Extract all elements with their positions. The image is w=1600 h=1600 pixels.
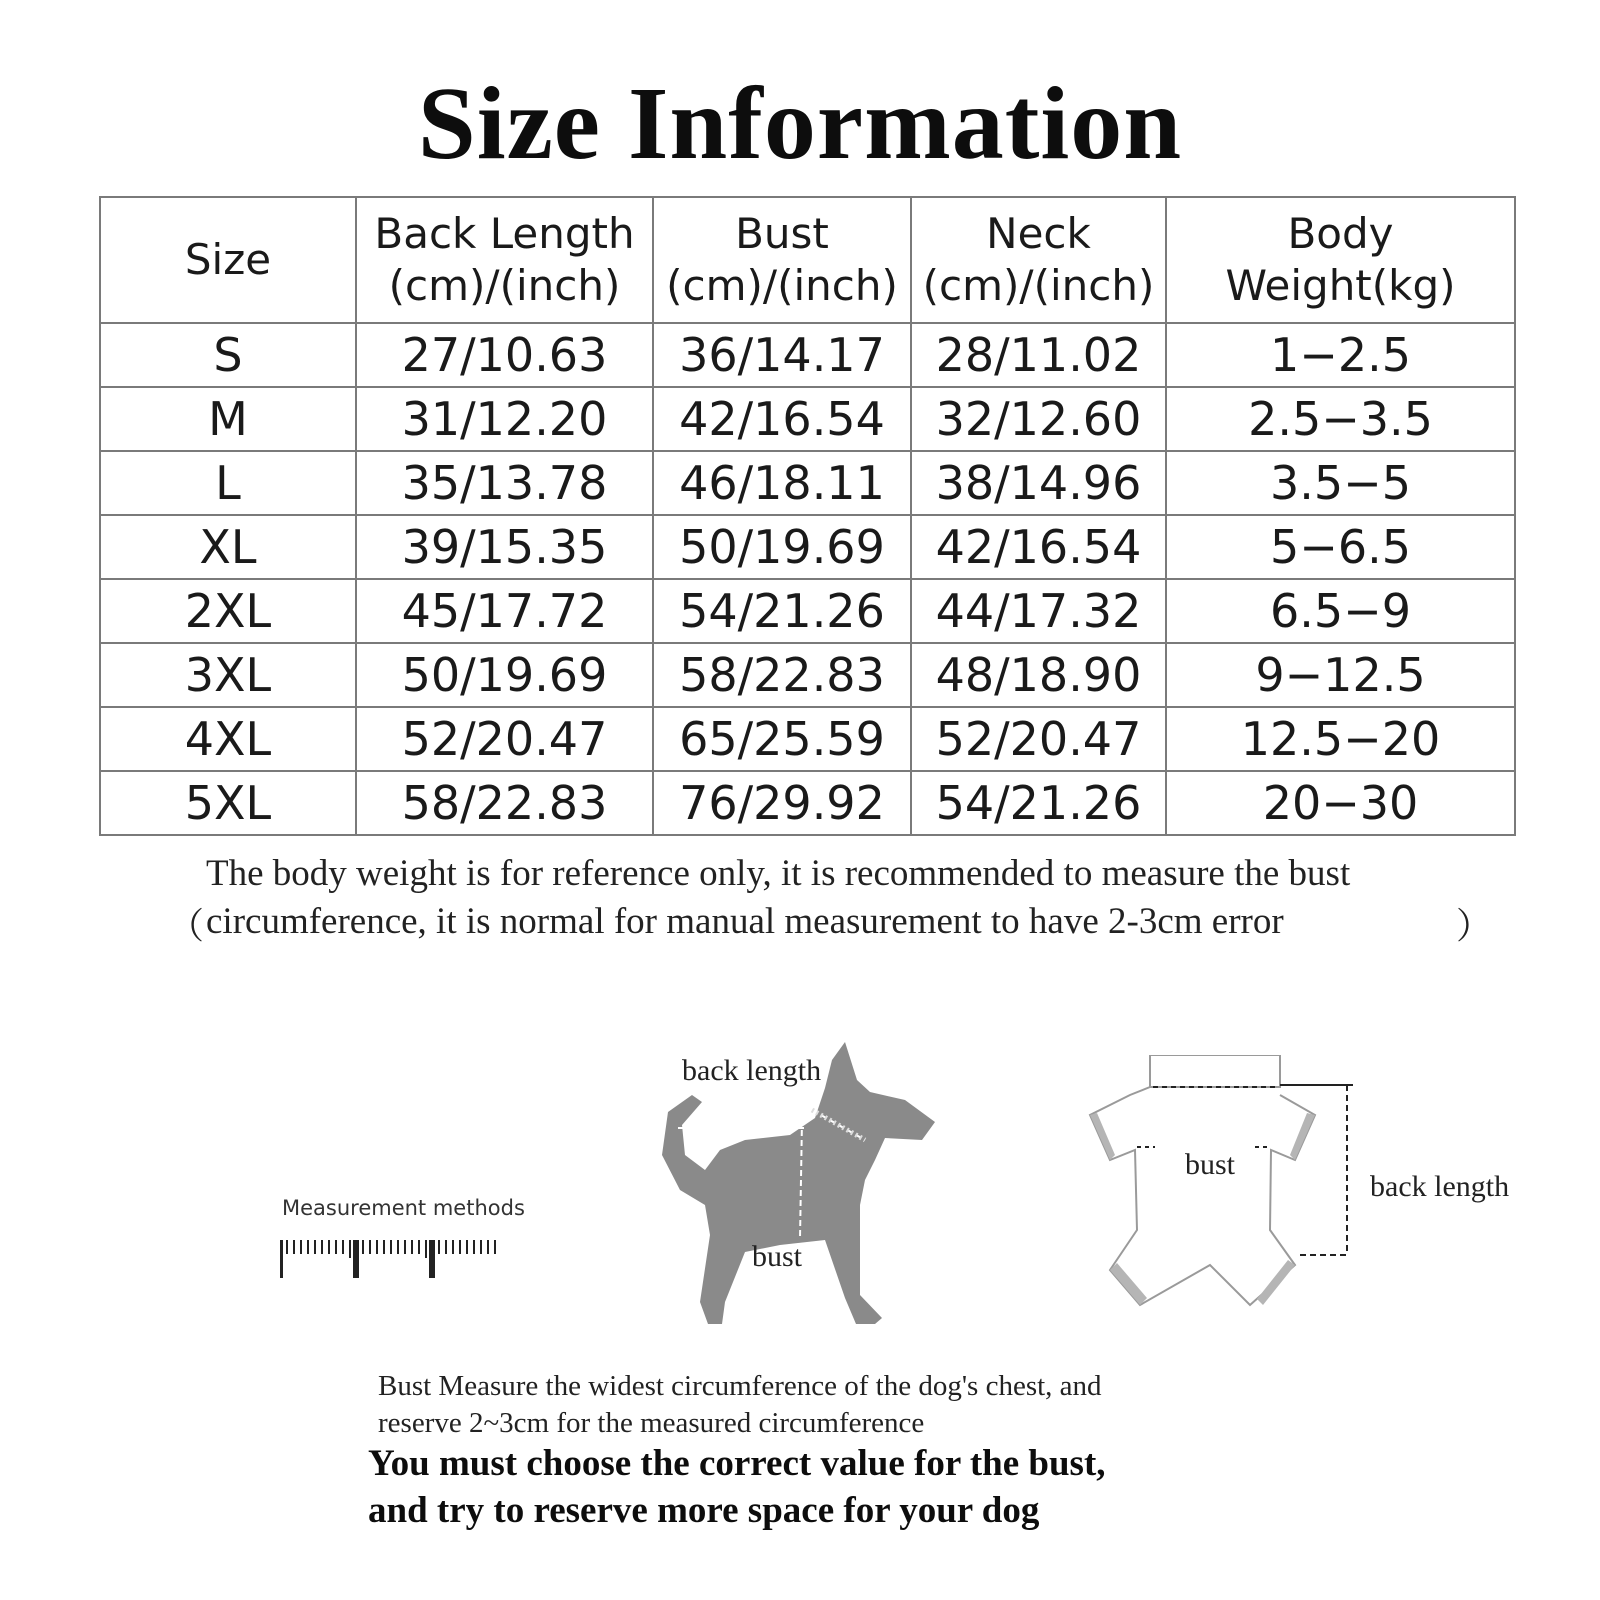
column-header — [653, 197, 911, 323]
size-cell: M — [100, 387, 356, 451]
table-cell: 58/22.83 — [356, 771, 653, 835]
table-cell: 54/21.26 — [911, 771, 1166, 835]
table-cell: 31/12.20 — [356, 387, 653, 451]
table-cell: 32/12.60 — [911, 387, 1166, 451]
column-header — [911, 197, 1166, 323]
table-row — [100, 451, 1515, 515]
table-cell: 58/22.83 — [653, 643, 911, 707]
ruler-icon — [280, 1240, 510, 1280]
table-cell: 3.5−5 — [1166, 451, 1515, 515]
column-header — [100, 197, 356, 323]
table-cell: 50/19.69 — [653, 515, 911, 579]
table-cell: 42/16.54 — [911, 515, 1166, 579]
dog-bust-label: bust — [752, 1240, 803, 1273]
table-row — [100, 323, 1515, 387]
column-header-line1: Body — [1287, 208, 1394, 258]
table-cell: 45/17.72 — [356, 579, 653, 643]
table-cell: 27/10.63 — [356, 323, 653, 387]
table-row — [100, 771, 1515, 835]
page-title: Size Information — [417, 66, 1183, 181]
size-cell: 5XL — [100, 771, 356, 835]
column-header-line1: Bust — [735, 208, 829, 258]
table-cell: 42/16.54 — [653, 387, 911, 451]
table-cell: 2.5−3.5 — [1166, 387, 1515, 451]
table-row — [100, 579, 1515, 643]
table-cell: 38/14.96 — [911, 451, 1166, 515]
column-header-line2: (cm)/(inch) — [388, 261, 621, 310]
size-cell: 4XL — [100, 707, 356, 771]
column-header-line1: Neck — [986, 208, 1091, 258]
table-cell: 39/15.35 — [356, 515, 653, 579]
table-cell: 52/20.47 — [911, 707, 1166, 771]
table-cell: 28/11.02 — [911, 323, 1166, 387]
column-header-line2: (cm)/(inch) — [666, 261, 898, 310]
size-table — [99, 196, 1516, 836]
bust-measure-description — [378, 1368, 1278, 1442]
table-cell: 1−2.5 — [1166, 323, 1515, 387]
size-cell: 2XL — [100, 579, 356, 643]
size-table-body — [100, 323, 1515, 835]
warning-line: You must choose the correct value for the bust, — [368, 1443, 1106, 1484]
table-cell: 50/19.69 — [356, 643, 653, 707]
garment-bust-label: bust — [1185, 1148, 1236, 1181]
bust-description-line: Bust Measure the widest circumference of the dog's chest, and — [378, 1370, 1102, 1402]
table-cell: 12.5−20 — [1166, 707, 1515, 771]
warning-line: and try to reserve more space for your dog — [368, 1490, 1040, 1531]
table-cell: 5−6.5 — [1166, 515, 1515, 579]
note-close-paren: ） — [1456, 906, 1493, 946]
note-text: The body weight is for reference only, it is recommended to measure the bust circumference, it is normal for manual measurement to have 2-3cm error — [206, 853, 1351, 942]
table-cell: 44/17.32 — [911, 579, 1166, 643]
bust-description-line: reserve 2~3cm for the measured circumference — [378, 1407, 925, 1439]
table-cell: 54/21.26 — [653, 579, 911, 643]
table-row — [100, 515, 1515, 579]
table-row — [100, 387, 1515, 451]
dog-back-length-label: back length — [682, 1054, 822, 1087]
column-header-line2: Weight(kg) — [1225, 261, 1456, 310]
table-cell: 36/14.17 — [653, 323, 911, 387]
table-header-row — [100, 197, 1515, 323]
size-cell: XL — [100, 515, 356, 579]
column-header — [1166, 197, 1515, 323]
size-cell: 3XL — [100, 643, 356, 707]
table-cell: 52/20.47 — [356, 707, 653, 771]
size-cell: S — [100, 323, 356, 387]
table-cell: 6.5−9 — [1166, 579, 1515, 643]
column-header-line1: Size — [184, 234, 272, 284]
table-cell: 65/25.59 — [653, 707, 911, 771]
size-table-header — [100, 197, 1515, 323]
column-header — [356, 197, 653, 323]
note-open-paren: （ — [168, 906, 205, 946]
table-cell: 9−12.5 — [1166, 643, 1515, 707]
table-cell: 76/29.92 — [653, 771, 911, 835]
table-cell: 20−30 — [1166, 771, 1515, 835]
reference-note — [168, 850, 1493, 946]
measurement-methods-label: Measurement methods — [282, 1196, 525, 1220]
table-cell: 48/18.90 — [911, 643, 1166, 707]
table-cell: 35/13.78 — [356, 451, 653, 515]
column-header-line2: (cm)/(inch) — [922, 261, 1155, 310]
column-header-line1: Back Length — [374, 208, 635, 258]
table-row — [100, 643, 1515, 707]
table-cell: 46/18.11 — [653, 451, 911, 515]
table-row — [100, 707, 1515, 771]
garment-outline-icon — [1085, 1055, 1355, 1325]
size-cell: L — [100, 451, 356, 515]
garment-back-length-label: back length — [1370, 1170, 1510, 1203]
bust-choice-warning — [368, 1440, 1368, 1534]
